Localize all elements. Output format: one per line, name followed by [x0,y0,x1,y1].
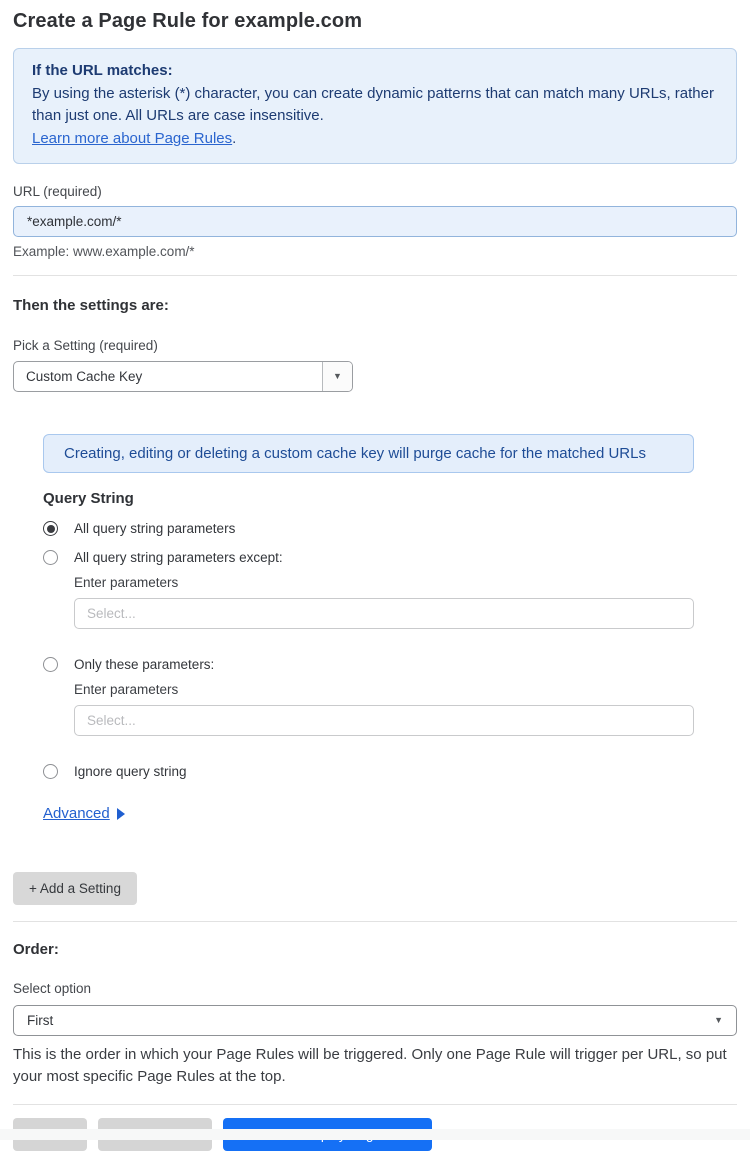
radio-label[interactable]: All query string parameters [74,521,236,536]
except-parameters-input[interactable] [74,598,694,629]
radio-label[interactable]: Ignore query string [74,764,187,779]
page-title: Create a Page Rule for example.com [13,10,363,32]
learn-more-link[interactable]: Learn more about Page Rules [32,129,233,147]
radio-option-only-params[interactable] [43,657,694,672]
page-bottom-strip [0,1129,750,1140]
except-parameters-field [74,575,694,629]
settings-heading: Then the settings are: [13,297,169,314]
setting-dropdown-arrow-button[interactable] [322,362,352,391]
advanced-toggle[interactable] [43,805,694,822]
only-parameters-field [74,682,694,736]
order-help-text: This is the order in which your Page Rules will be triggered. Only one Page Rule will trigger per URL, so put your most specific Page Rules at the top. [13,1046,727,1086]
url-match-info-box [13,48,737,164]
info-box-heading: If the URL matches: [32,62,173,79]
radio-button[interactable] [43,550,58,565]
custom-cache-key-panel [43,434,694,822]
only-parameters-input[interactable] [74,705,694,736]
order-select-label: Select option [13,981,92,996]
pick-setting-label: Pick a Setting (required) [13,338,158,353]
cache-purge-notice: Creating, editing or deleting a custom cache key will purge cache for the matched URLs [43,434,694,473]
radio-option-all-params[interactable] [43,521,694,536]
order-dropdown[interactable] [13,1005,737,1036]
chevron-down-icon: ▼ [333,371,342,381]
order-heading: Order: [13,941,59,958]
enter-parameters-label: Enter parameters [74,575,179,590]
link-suffix: . [232,129,237,147]
radio-label[interactable]: Only these parameters: [74,657,215,672]
radio-label[interactable]: All query string parameters except: [74,550,283,565]
radio-button[interactable] [43,521,58,536]
radio-button[interactable] [43,764,58,779]
enter-parameters-label: Enter parameters [74,682,179,697]
divider [13,921,737,922]
url-field-label: URL (required) [13,184,102,199]
setting-dropdown[interactable] [13,361,353,392]
caret-right-icon [117,808,125,820]
add-setting-button[interactable]: + Add a Setting [13,872,137,905]
radio-option-all-params-except[interactable] [43,550,694,565]
divider [13,1104,737,1105]
radio-option-ignore-query-string[interactable] [43,764,694,779]
advanced-link[interactable]: Advanced [43,805,110,822]
divider [13,275,737,276]
chevron-down-icon: ▼ [714,1015,723,1025]
query-string-heading: Query String [43,490,134,507]
url-example-text: Example: www.example.com/* [13,244,195,259]
setting-dropdown-value: Custom Cache Key [26,369,143,384]
radio-button[interactable] [43,657,58,672]
info-box-body: By using the asterisk (*) character, you can create dynamic patterns that can match many URLs, rather than just one. All URLs are case insensitive. [32,84,714,124]
order-dropdown-value: First [27,1013,54,1028]
url-input[interactable] [13,206,737,237]
